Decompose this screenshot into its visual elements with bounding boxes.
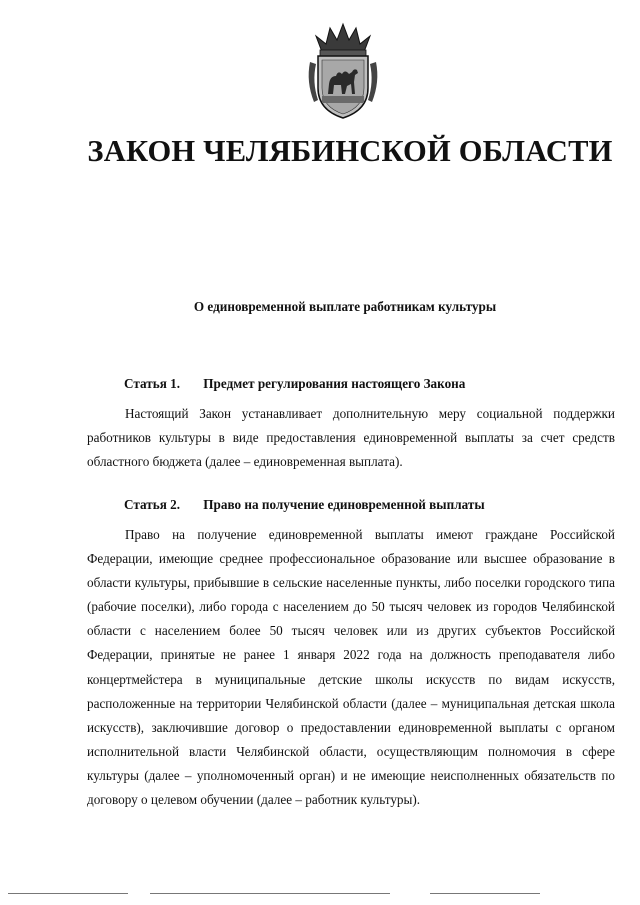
article-1-heading bbox=[124, 376, 465, 392]
article-2-heading bbox=[124, 497, 485, 513]
article-2-title: Право на получение единовременной выплаты bbox=[203, 497, 485, 512]
footer-divider bbox=[430, 893, 540, 894]
article-2-text: Право на получение единовременной выплаты имеют граждане Российской Федерации, имеющие среднее профессиональное образование или высшее образование в области культуры, прибывшие в сельские населенные пункты, либо поселки городского типа (рабочие поселки), либо города с населением до 50 тысяч человек из городов Челябинской области с населением более 50 тысяч человек или из других субъектов Российской Федерации, принятые не ранее 1 января 2022 года на должность преподавателя либо концертмейстера в муниципальные детские школы искусств по видам искусств, расположенные на территории Челябинской области (далее – муниципальная детская школа искусств), заключившие договор о предоставлении единовременной выплаты с органом исполнительной власти Челябинской области, осуществляющим полномочия в сфере культуры (далее – уполномоченный орган) и не имеющие неисполненных обязательств по договору о целевом обучении (далее – работник культуры). bbox=[87, 527, 615, 808]
law-subtitle: О единовременной выплате работникам культуры bbox=[193, 299, 497, 314]
footer-divider bbox=[8, 893, 128, 894]
article-2-number: Статья 2. bbox=[124, 497, 181, 512]
coat-of-arms-icon bbox=[300, 22, 386, 120]
article-1-title: Предмет регулирования настоящего Закона bbox=[203, 376, 466, 391]
law-title: ЗАКОН ЧЕЛЯБИНСКОЙ ОБЛАСТИ bbox=[87, 134, 613, 168]
footer-divider bbox=[150, 893, 390, 894]
article-1-number: Статья 1. bbox=[124, 376, 181, 391]
article-1-text: Настоящий Закон устанавливает дополнительную меру социальной поддержки работников культуры в виде предоставления единовременной выплаты за счет средств областного бюджета (далее – единовременная выплата). bbox=[87, 406, 615, 470]
